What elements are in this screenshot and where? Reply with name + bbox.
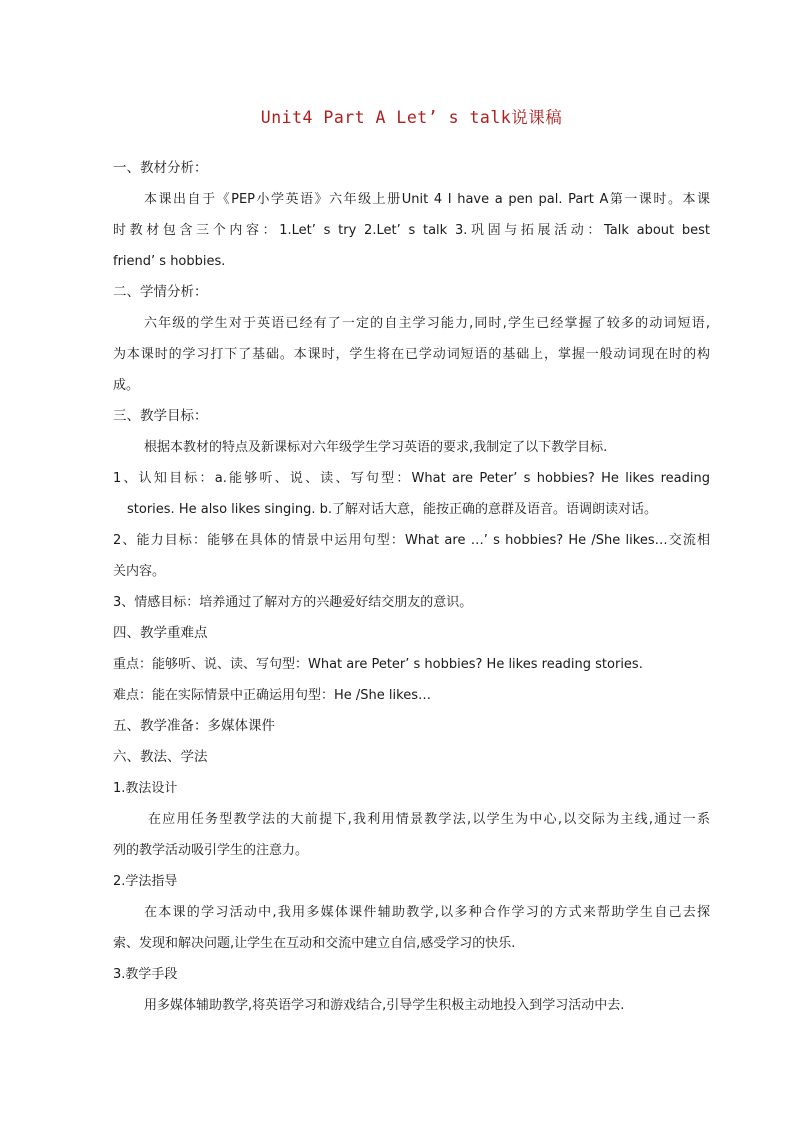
paragraph-line: 六年级的学生对于英语已经有了一定的自主学习能力,同时,学生已经掌握了较多的动词短语,: [144, 316, 710, 331]
subheading-learning-guidance: 2.学法指导: [113, 874, 178, 889]
subheading-teaching-means: 3.教学手段: [113, 967, 178, 982]
goal-item-emotional: 3、情感目标：培养通过了解对方的兴趣爱好结交朋友的意识。: [113, 595, 473, 610]
difficult-point-line: 难点：能在实际情景中正确运用句型：He /She likes…: [113, 688, 431, 703]
paragraph-line: friend’ s hobbies.: [113, 254, 226, 269]
subheading-teaching-design: 1.教法设计: [113, 781, 178, 796]
section-heading-key-points: 四、教学重难点: [113, 625, 208, 641]
section-heading-methods: 六、教法、学法: [113, 749, 208, 765]
paragraph-line: stories. He also likes singing. b.了解对话大意，能按正确的意群及语音。语调朗读对话。: [127, 502, 657, 517]
section-heading-preparation: 五、教学准备：多媒体课件: [113, 718, 275, 734]
paragraph-line: 关内容。: [113, 564, 166, 579]
key-point-line: 重点：能够听、说、读、写句型：What are Peter’ s hobbies? He likes reading stories.: [113, 657, 643, 672]
section-heading-textbook-analysis: 一、教材分析：: [113, 160, 208, 176]
section-heading-teaching-goals: 三、教学目标：: [113, 408, 208, 424]
paragraph-line: 为本课时的学习打下了基础。本课时，学生将在已学动词短语的基础上，掌握一般动词现在时的构: [113, 347, 710, 362]
paragraph-line: 在本课的学习活动中,我用多媒体课件辅助教学,以多种合作学习的方式来帮助学生自己去探: [144, 905, 710, 920]
goal-item-cognitive: 1、认知目标：a.能够听、说、读、写句型：What are Peter’ s hobbies? He likes reading: [113, 471, 710, 486]
paragraph-line: 本课出自于《PEP小学英语》六年级上册Unit 4 I have a pen pal. Part A第一课时。本课: [144, 192, 710, 207]
paragraph-line: 列的教学活动吸引学生的注意力。: [113, 843, 309, 858]
paragraph-line: 时教材包含三个内容：1.Let’ s try 2.Let’ s talk 3.巩固与拓展活动：Talk about best: [113, 223, 710, 238]
paragraph-line: 用多媒体辅助教学,将英语学习和游戏结合,引导学生积极主动地投入到学习活动中去.: [144, 998, 625, 1013]
goal-item-ability: 2、能力目标：能够在具体的情景中运用句型：What are …’ s hobbies? He /She likes…交流相: [113, 533, 710, 548]
section-heading-student-analysis: 二、学情分析：: [113, 284, 208, 300]
paragraph-line: 在应用任务型教学法的大前提下,我利用情景教学法,以学生为中心,以交际为主线,通过一系: [148, 812, 710, 827]
paragraph-line: 根据本教材的特点及新课标对六年级学生学习英语的要求,我制定了以下教学目标.: [144, 440, 608, 455]
paragraph-line: 索、发现和解决问题,让学生在互动和交流中建立自信,感受学习的快乐.: [113, 936, 516, 951]
page-title: Unit4 Part A Let’ s talk说课稿: [260, 108, 563, 127]
paragraph-line: 成。: [113, 378, 140, 393]
